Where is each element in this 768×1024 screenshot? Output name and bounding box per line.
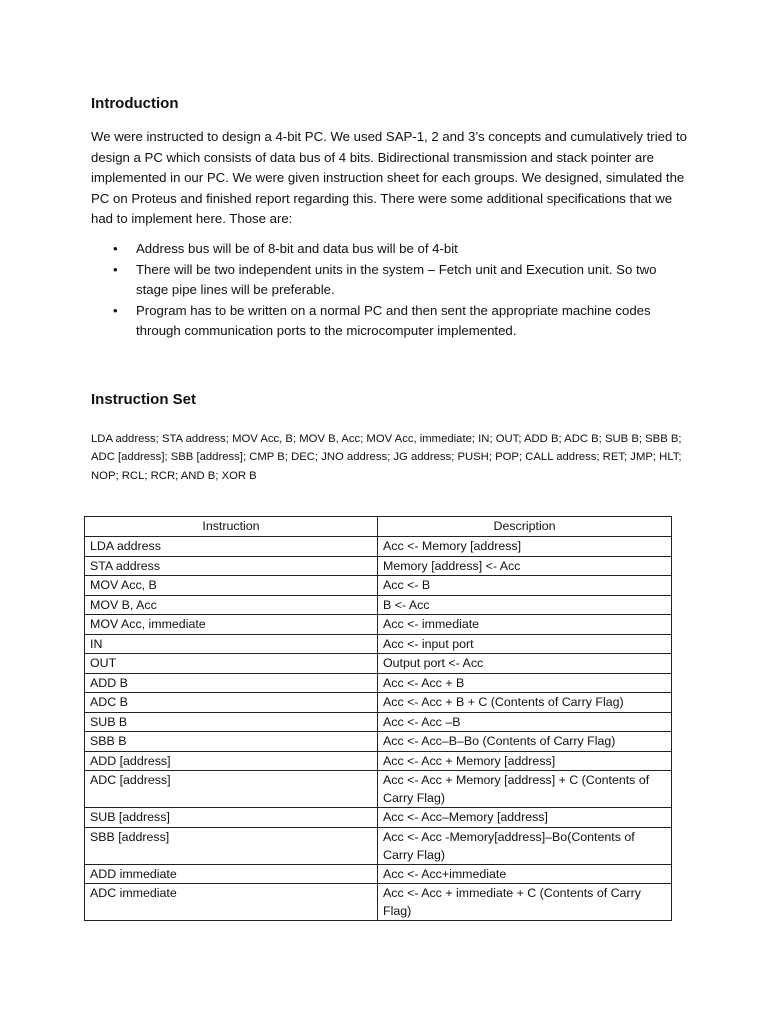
description-cell: Acc <- Acc+immediate [378, 864, 672, 884]
instruction-cell: ADD B [85, 673, 378, 693]
description-cell: Acc <- immediate [378, 615, 672, 635]
bullet-icon: • [113, 261, 118, 277]
list-item [91, 260, 691, 301]
description-cell: Output port <- Acc [378, 654, 672, 674]
table-header-row [85, 517, 672, 537]
bullet-icon: • [113, 302, 118, 318]
description-cell: Acc <- Acc–B–Bo (Contents of Carry Flag) [378, 732, 672, 752]
list-item [91, 239, 691, 260]
description-cell: Acc <- Acc + B [378, 673, 672, 693]
table-row [85, 595, 672, 615]
table-row [85, 771, 672, 808]
instruction-cell: MOV Acc, B [85, 576, 378, 596]
description-cell: Acc <- Acc + B + C (Contents of Carry Flag) [378, 693, 672, 713]
instruction-set-heading: Instruction Set [91, 391, 197, 408]
instruction-cell: ADD immediate [85, 864, 378, 884]
instruction-cell: ADC B [85, 693, 378, 713]
description-cell: B <- Acc [378, 595, 672, 615]
table-row [85, 808, 672, 828]
description-cell: Acc <- B [378, 576, 672, 596]
table-row [85, 751, 672, 771]
instruction-cell: ADC [address] [85, 771, 378, 808]
description-cell: Acc <- input port [378, 634, 672, 654]
instruction-cell: SBB [address] [85, 827, 378, 864]
description-cell: Memory [address] <- Acc [378, 556, 672, 576]
instruction-cell: SUB [address] [85, 808, 378, 828]
table-row [85, 576, 672, 596]
description-cell: Acc <- Acc + immediate + C (Contents of Carry Flag) [378, 884, 672, 921]
table-row [85, 673, 672, 693]
description-cell: Acc <- Acc + Memory [address] [378, 751, 672, 771]
list-item [91, 301, 691, 342]
table-row [85, 537, 672, 557]
instruction-cell: LDA address [85, 537, 378, 557]
instruction-cell: ADD [address] [85, 751, 378, 771]
table-row [85, 732, 672, 752]
description-cell: Acc <- Acc -Memory[address]–Bo(Contents of Carry Flag) [378, 827, 672, 864]
description-cell: Acc <- Acc –B [378, 712, 672, 732]
description-cell: Acc <- Memory [address] [378, 537, 672, 557]
table-row [85, 654, 672, 674]
table-row [85, 864, 672, 884]
table-row [85, 693, 672, 713]
column-header-instruction: Instruction [85, 517, 378, 537]
description-cell: Acc <- Acc + Memory [address] + C (Contents of Carry Flag) [378, 771, 672, 808]
table-row [85, 884, 672, 921]
introduction-heading: Introduction [91, 95, 179, 112]
table-row [85, 556, 672, 576]
instruction-table [84, 516, 672, 921]
bullet-icon: • [113, 241, 118, 256]
table-row [85, 634, 672, 654]
instruction-cell: STA address [85, 556, 378, 576]
instruction-set-summary: LDA address; STA address; MOV Acc, B; MOV B, Acc; MOV Acc, immediate; IN; OUT; ADD B; ADC B; SUB B; SBB B; ADC [address]; SBB [address]; CMP B; DEC; JNO address; JG address; PUSH; POP; CALL address; RET; JMP; HLT; NOP; RCL; RCR; AND B; XOR B [91, 433, 682, 482]
instruction-cell: OUT [85, 654, 378, 674]
introduction-paragraph: We were instructed to design a 4-bit PC. We used SAP-1, 2 and 3’s concepts and cumulatively tried to design a PC which consists of data bus of 4 bits. Bidirectional transmission and stack pointer are implemented in our PC. We were given instruction sheet for each groups. We designed, simulated the PC on Proteus and finished report regarding this. There were some additional specifications that we had to implement here. Those are: [91, 129, 687, 227]
table-row [85, 615, 672, 635]
table-row [85, 827, 672, 864]
description-cell: Acc <- Acc–Memory [address] [378, 808, 672, 828]
specification-list [91, 239, 691, 342]
list-item-text: There will be two independent units in the system – Fetch unit and Execution unit. So two stage pipe lines will be preferable. [136, 261, 657, 298]
instruction-cell: MOV B, Acc [85, 595, 378, 615]
instruction-cell: IN [85, 634, 378, 654]
list-item-text: Address bus will be of 8-bit and data bus will be of 4-bit [136, 241, 458, 256]
instruction-cell: ADC immediate [85, 884, 378, 921]
table-row [85, 712, 672, 732]
instruction-cell: SBB B [85, 732, 378, 752]
list-item-text: Program has to be written on a normal PC and then sent the appropriate machine codes through communication ports to the microcomputer implemented. [136, 302, 651, 339]
instruction-cell: MOV Acc, immediate [85, 615, 378, 635]
instruction-cell: SUB B [85, 712, 378, 732]
column-header-description: Description [378, 517, 672, 537]
